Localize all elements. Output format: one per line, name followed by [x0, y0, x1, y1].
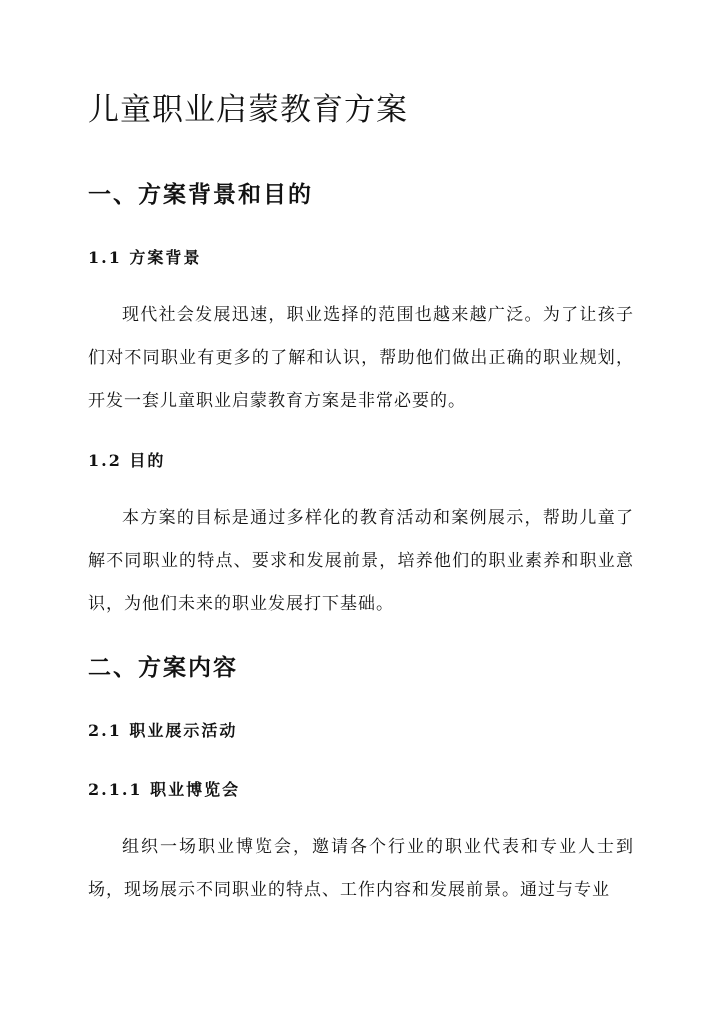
document-title: 儿童职业启蒙教育方案 — [88, 92, 408, 128]
section-2-heading: 二、方案内容 — [88, 654, 238, 681]
section-2-1-heading: 2.1 职业展示活动 — [88, 721, 238, 740]
section-1-1-heading: 1.1 方案背景 — [88, 248, 202, 267]
section-1-2-paragraph: 本方案的目标是通过多样化的教育活动和案例展示，帮助儿童了解不同职业的特点、要求和发展前景，培养他们的职业素养和职业意识，为他们未来的职业发展打下基础。 — [88, 508, 634, 614]
section-1-1-paragraph: 现代社会发展迅速，职业选择的范围也越来越广泛。为了让孩子们对不同职业有更多的了解和认识，帮助他们做出正确的职业规划，开发一套儿童职业启蒙教育方案是非常必要的。 — [88, 305, 634, 411]
section-2-1-1-paragraph: 组织一场职业博览会，邀请各个行业的职业代表和专业人士到场，现场展示不同职业的特点、工作内容和发展前景。通过与专业 — [88, 837, 634, 900]
section-1-heading: 一、方案背景和目的 — [88, 181, 313, 208]
section-2-1-1-heading: 2.1.1 职业博览会 — [88, 780, 241, 799]
section-1-2-heading: 1.2 目的 — [88, 451, 166, 470]
